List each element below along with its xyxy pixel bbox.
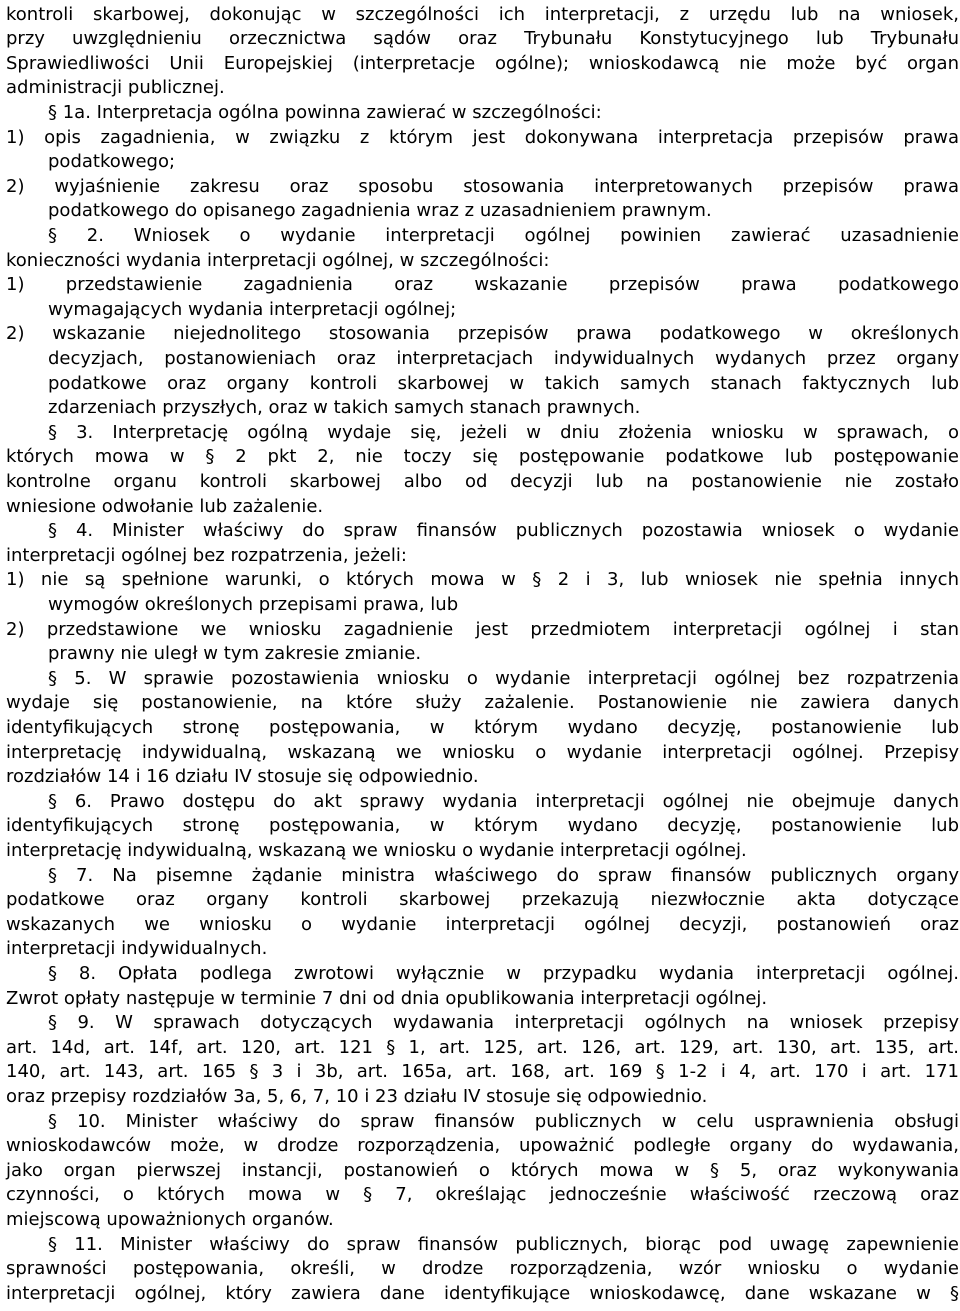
text-line: § 7. Na pisemne żądanie ministra właściwego do spraw finansów publicznych organy [48,864,959,886]
text-line: administracji publicznej. [6,77,225,99]
text-line: 2) wskazanie niejednolitego stosowania przepisów prawa podatkowego w określonych [6,323,959,345]
text-line: Zwrot opłaty następuje w terminie 7 dni od dnia opublikowania interpretacji ogólnej. [6,987,768,1009]
text-line: oraz przepisy rozdziałów 3a, 5, 6, 7, 10 i 23 działu IV stosuje się odpowiednio. [6,1085,708,1107]
text-line: § 1a. Interpretacja ogólna powinna zawierać w szczególności: [48,101,602,123]
text-line: Sprawiedliwości Unii Europejskiej (interpretacje ogólne); wnioskodawcą nie może być organ [6,52,959,74]
text-line: wniesione odwołanie lub zażalenie. [6,495,324,517]
text-line: wskazanych we wniosku o wydanie interpretacji ogólnej decyzji, postanowień oraz [6,913,959,935]
text-line: których mowa w § 2 pkt 2, nie toczy się postępowanie podatkowe lub postępowanie [6,446,959,468]
text-line: 2) przedstawione we wniosku zagadnienie jest przedmiotem interpretacji ogólnej i stan [6,618,959,640]
text-line: 140, art. 143, art. 165 § 3 i 3b, art. 165a, art. 168, art. 169 § 1-2 i 4, art. 170 i art. 171 [6,1061,959,1083]
text-line: 1) nie są spełnione warunki, o których mowa w § 2 i 3, lub wniosek nie spełnia innych [6,569,959,591]
text-line: § 11. Minister właściwy do spraw finansów publicznych, biorąc pod uwagę zapewnienie [48,1233,959,1255]
text-line: § 6. Prawo dostępu do akt sprawy wydania interpretacji ogólnej nie obejmuje danych [48,790,959,812]
text-line: wymogów określonych przepisami prawa, lub [48,593,459,615]
text-line: wydaje się postanowienie, na które służy zażalenie. Postanowienie nie zawiera danych [6,692,959,714]
text-line: § 2. Wniosek o wydanie interpretacji ogólnej powinien zawierać uzasadnienie [48,224,959,246]
text-line: interpretacji indywidualnych. [6,938,268,960]
text-line: interpretację indywidualną, wskazaną we wniosku o wydanie interpretacji ogólnej. Przepisy [6,741,959,763]
text-line: kontroli skarbowej, dokonując w szczególności ich interpretacji, z urzędu lub na wniosek, [6,3,959,25]
text-line: rozdziałów 14 i 16 działu IV stosuje się odpowiednio. [6,766,479,788]
text-line: podatkowe oraz organy kontroli skarbowej w takich samych stanach faktycznych lub [48,372,959,394]
text-line: konieczności wydania interpretacji ogólnej, w szczególności: [6,249,550,271]
text-line: § 9. W sprawach dotyczących wydawania interpretacji ogólnych na wniosek przepisy [48,1012,959,1034]
text-line: podatkowego do opisanego zagadnienia wraz z uzasadnieniem prawnym. [48,200,712,222]
text-line: 1) opis zagadnienia, w związku z którym jest dokonywana interpretacja przepisów prawa [6,126,959,148]
text-line: podatkowe oraz organy kontroli skarbowej przekazują niezwłocznie akta dotyczące [6,889,959,911]
text-line: identyfikujących stronę postępowania, w którym wydano decyzję, postanowienie lub [6,815,959,837]
text-line: § 5. W sprawie pozostawienia wniosku o wydanie interpretacji ogólnej bez rozpatrzenia [48,667,959,689]
text-line: identyfikujących stronę postępowania, w którym wydano decyzję, postanowienie lub [6,716,959,738]
text-line: czynności, o których mowa w § 7, określając jednocześnie właściwość rzeczową oraz [6,1184,959,1206]
text-line: kontrolne organu kontroli skarbowej albo od decyzji lub na postanowienie nie zostało [6,470,959,492]
text-line: zdarzeniach przyszłych, oraz w takich samych stanach prawnych. [48,397,641,419]
text-line: interpretację indywidualną, wskazaną we wniosku o wydanie interpretacji ogólnej. [6,839,747,861]
text-line: interpretacji ogólnej bez rozpatrzenia, jeżeli: [6,544,407,566]
text-line: sprawności postępowania, określi, w drodze rozporządzenia, wzór wniosku o wydanie [6,1258,959,1280]
text-line: art. 14d, art. 14f, art. 120, art. 121 § 1, art. 125, art. 126, art. 129, art. 130, art. 135, art. [6,1036,959,1058]
text-line: § 4. Minister właściwy do spraw finansów publicznych pozostawia wniosek o wydanie [48,520,959,542]
text-line: miejscową upoważnionych organów. [6,1208,334,1230]
text-line: przy uwzględnieniu orzecznictwa sądów oraz Trybunału Konstytucyjnego lub Trybunału [6,28,959,50]
text-line: § 10. Minister właściwy do spraw finansów publicznych w celu usprawnienia obsługi [48,1110,959,1132]
text-line: 1) przedstawienie zagadnienia oraz wskazanie przepisów prawa podatkowego [6,274,959,296]
text-line: wnioskodawców może, w drodze rozporządzenia, upoważnić podległe organy do wydawania, [6,1135,959,1157]
text-line: wymagających wydania interpretacji ogólnej; [48,298,457,320]
text-line: § 3. Interpretację ogólną wydaje się, jeżeli w dniu złożenia wniosku w sprawach, o [48,421,959,443]
text-line: decyzjach, postanowieniach oraz interpretacjach indywidualnych wydanych przez organy [48,347,959,369]
text-line: prawny nie uległ w tym zakresie zmianie. [48,643,422,665]
text-line: § 8. Opłata podlega zwrotowi wyłącznie w przypadku wydania interpretacji ogólnej. [48,962,959,984]
text-line: 2) wyjaśnienie zakresu oraz sposobu stosowania interpretowanych przepisów prawa [6,175,959,197]
text-line: interpretacji ogólnej, który zawiera dane identyfikujące wnioskodawcę, dane wskazane w § [6,1282,959,1304]
text-line: podatkowego; [48,151,176,173]
text-line: jako organ pierwszej instancji, postanowień o których mowa w § 5, oraz wykonywania [6,1159,959,1181]
